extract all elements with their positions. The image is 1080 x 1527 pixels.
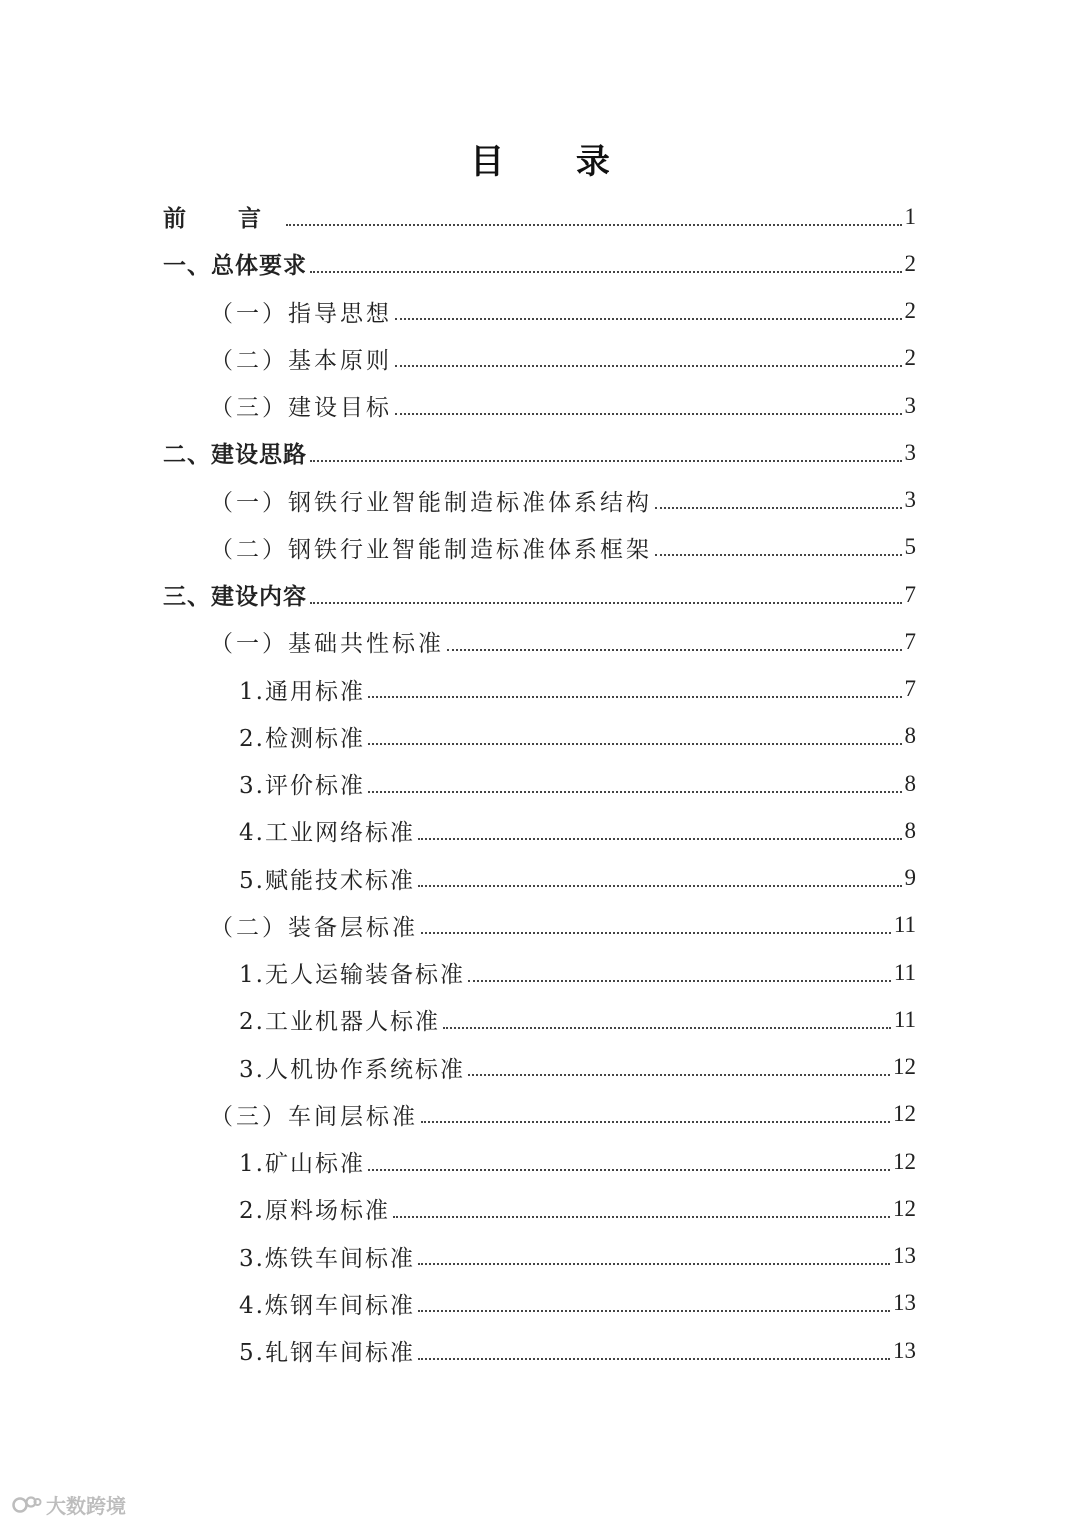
toc-entry-label: （一）钢铁行业智能制造标准体系结构 [210,489,652,516]
toc-dot-leader [393,1216,890,1218]
toc-page-number: 3 [904,392,916,418]
toc-entry[interactable] [163,760,916,807]
toc-entry-label: 5.赋能技术标准 [239,867,415,894]
toc-entry[interactable] [163,1233,916,1280]
page-title: 目 录 [470,142,640,182]
toc-entry[interactable] [163,996,916,1043]
toc-entry[interactable] [163,1138,916,1185]
toc-entry-label: 前 言 [163,206,284,233]
toc-entry[interactable] [163,477,916,524]
toc-page-number: 9 [904,865,916,891]
toc-entry-label: 二、建设思路 [163,442,307,469]
toc-page-number: 2 [904,298,916,324]
toc-entry-label: 4.炼钢车间标准 [239,1292,415,1319]
toc-page-number: 11 [893,959,916,985]
toc-dot-leader [418,885,902,887]
toc-entry-label: 3.炼铁车间标准 [239,1245,415,1272]
watermark-text: 大数跨境 [46,1494,126,1518]
toc-entry-label: 1.无人运输装备标准 [239,962,465,989]
toc-entry[interactable] [163,429,916,476]
toc-dot-leader [468,1074,890,1076]
toc-dot-leader [310,602,902,604]
toc-entry[interactable] [163,902,916,949]
toc-dot-leader [310,271,902,273]
toc-entry-label: （三）车间层标准 [210,1103,418,1130]
toc-entry-label: （三）建设目标 [210,395,392,422]
toc-entry-label: （一）指导思想 [210,300,392,327]
toc-page-number: 8 [904,723,916,749]
toc-entry-label: 2.工业机器人标准 [239,1009,440,1036]
toc-entry-label: 一、总体要求 [163,253,307,280]
toc-entry[interactable] [163,949,916,996]
toc-entry[interactable] [163,524,916,571]
brand-logo-icon [12,1494,42,1516]
toc-entry[interactable] [163,1044,916,1091]
toc-page-number: 3 [904,439,916,465]
toc-dot-leader [418,838,902,840]
toc-entry[interactable] [163,807,916,854]
toc-entry-label: 3.人机协作系统标准 [239,1056,465,1083]
watermark [12,1490,126,1519]
toc-entry[interactable] [163,571,916,618]
toc-page-number: 5 [904,534,916,560]
toc-entry-label: 1.矿山标准 [239,1151,365,1178]
toc-entry-label: 3.评价标准 [239,773,365,800]
toc-dot-leader [421,932,891,934]
toc-dot-leader [418,1310,890,1312]
toc-dot-leader [368,696,902,698]
toc-entry[interactable] [163,666,916,713]
toc-page-number: 7 [904,628,916,654]
toc-dot-leader [310,460,902,462]
toc-entry[interactable] [163,288,916,335]
toc-dot-leader [418,1358,890,1360]
toc-dot-leader [368,791,902,793]
toc-dot-leader [368,1169,890,1171]
toc-page-number: 12 [893,1195,916,1221]
toc-entry[interactable] [163,240,916,287]
toc-entry-label: 1.通用标准 [239,678,365,705]
toc-dot-leader [286,224,901,226]
toc-entry[interactable] [163,713,916,760]
toc-entry-label: 2.原料场标准 [239,1198,390,1225]
toc-entry[interactable] [163,1327,916,1374]
toc-entry[interactable] [163,335,916,382]
toc-entry[interactable] [163,1280,916,1327]
toc-entry-label: 5.轧钢车间标准 [239,1340,415,1367]
toc-entry[interactable] [163,855,916,902]
toc-entry-label: （二）钢铁行业智能制造标准体系框架 [210,536,652,563]
toc-entry-label: 三、建设内容 [163,584,307,611]
toc-dot-leader [395,413,902,415]
toc-page-number: 13 [893,1243,916,1269]
toc-page-number: 1 [904,203,916,229]
toc-dot-leader [395,365,902,367]
toc-entry[interactable] [163,1091,916,1138]
toc-page-number: 7 [904,676,916,702]
toc-page-number: 13 [893,1290,916,1316]
toc-page-number: 12 [893,1148,916,1174]
toc-entry-label: （一）基础共性标准 [210,631,444,658]
toc-page-number: 3 [904,487,916,513]
toc-dot-leader [418,1263,890,1265]
toc-page-number: 7 [904,581,916,607]
toc-page-number: 8 [904,770,916,796]
toc-dot-leader [443,1027,891,1029]
toc-entry[interactable] [163,618,916,665]
toc-page-number: 2 [904,345,916,371]
toc-entry[interactable] [163,382,916,429]
toc-dot-leader [395,318,902,320]
toc-page-number: 8 [904,817,916,843]
toc-page-number: 13 [893,1337,916,1363]
toc-page-number: 2 [904,250,916,276]
toc-page-number: 11 [893,912,916,938]
toc-entry-label: （二）装备层标准 [210,914,418,941]
toc-page-number: 12 [893,1054,916,1080]
toc-entry-label: 2.检测标准 [239,725,365,752]
toc-page-number: 11 [893,1006,916,1032]
toc-dot-leader [421,1121,890,1123]
toc-dot-leader [447,649,902,651]
toc-dot-leader [368,743,902,745]
toc-page-number: 12 [893,1101,916,1127]
toc-entry[interactable] [163,1185,916,1232]
toc-dot-leader [468,980,891,982]
toc-entry-label: （二）基本原则 [210,347,392,374]
toc-entry[interactable] [163,193,916,240]
table-of-contents [163,193,916,1374]
toc-dot-leader [655,554,902,556]
toc-dot-leader [655,507,902,509]
toc-entry-label: 4.工业网络标准 [239,820,415,847]
